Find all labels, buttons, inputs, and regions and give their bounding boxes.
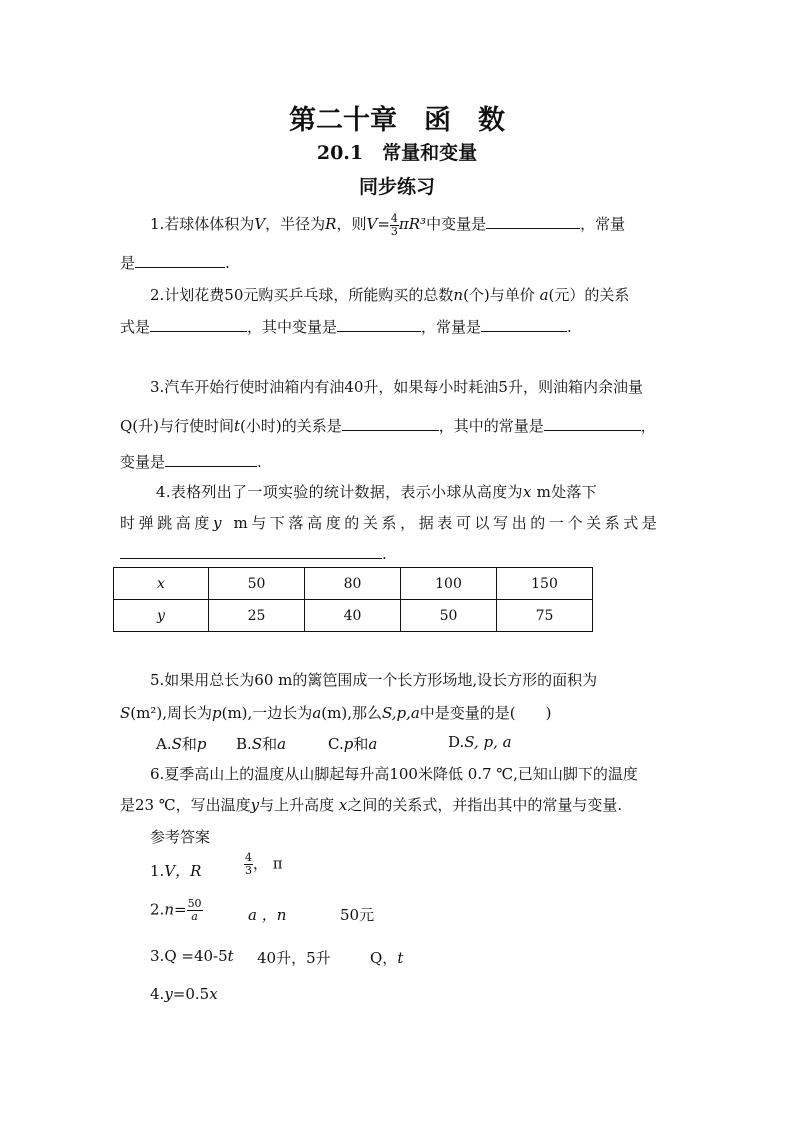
q1-text: 中变量是 <box>426 215 487 233</box>
table-cell: 50 <box>209 568 305 600</box>
q3-line2: Q(升)与行使时间t(小时)的关系是 ，其中的常量是 ， <box>120 414 656 436</box>
fraction: $\frac{4}{3}$ <box>390 211 398 238</box>
q5-option-d[interactable]: D.S, p, a <box>448 733 512 751</box>
var-t: t <box>234 417 241 435</box>
q5-option-c[interactable]: C.p和a <box>328 735 378 753</box>
answer-blank[interactable] <box>337 315 421 332</box>
q5-line2: S(m²),周长为p(m),一边长为a(m),那么S,p,a中是变量的是( ) <box>120 704 552 722</box>
q1-text: ，半径为 <box>265 215 326 233</box>
q4-line1: 4.表格列出了一项实验的统计数据，表示小球从高度为x m处落下 <box>156 483 598 501</box>
fraction: $\frac{4}{3}$ <box>245 851 252 877</box>
subtitle: 同步练习 <box>358 176 435 198</box>
answers-heading: 参考答案 <box>150 828 211 846</box>
answer-blank[interactable] <box>150 315 247 332</box>
var-x: x <box>522 483 532 501</box>
q1-text: ，常量 <box>580 215 626 233</box>
answer-1-const: $\frac{4}{3}$ ， π <box>245 851 283 877</box>
table-row <box>114 568 593 600</box>
q1-text: 1.若球体体积为 <box>150 215 255 233</box>
answer-3-const: 40升，5升 <box>257 949 331 967</box>
q6-line1: 6.夏季高山上的温度从山脚起每升高100米降低 0.7 ℃,已知山脚下的温度 <box>150 765 638 783</box>
q1-text: ，则 <box>336 215 367 233</box>
answer-blank[interactable] <box>165 450 257 467</box>
var-r: R <box>325 215 337 233</box>
answer-1: 1.V，R <box>150 862 202 880</box>
fraction: $\frac{50}{a}$ <box>187 897 202 923</box>
table-cell: 100 <box>401 568 497 600</box>
q5-line1: 5.如果用总长为60 m的篱笆围成一个长方形场地,设长方形的面积为 <box>150 671 598 689</box>
answer-4: 4.y=0.5x <box>150 985 218 1003</box>
table-cell: x <box>114 568 209 600</box>
table-cell: 40 <box>305 600 401 632</box>
q2-line1: 2.计划花费50元购买乒乓球，所能购买的总数n(个)与单价 a(元）的关系 <box>150 286 630 304</box>
answer-blank[interactable] <box>486 212 580 229</box>
answer-3: 3.Q =40-5t <box>150 947 234 965</box>
q6-line2: 是23 ℃，写出温度y与上升高度 x之间的关系式，并指出其中的常量与变量. <box>120 796 623 814</box>
section-title: 20.1 常量和变量 <box>316 142 478 164</box>
table-cell: 80 <box>305 568 401 600</box>
q1-line2: 是 . <box>120 251 230 273</box>
answer-3-vars: Q，t <box>370 949 404 967</box>
answer-blank[interactable] <box>481 315 567 332</box>
answer-2-vars: a ，n <box>248 906 287 924</box>
answer-2: 2.n= $\frac{50}{a}$ <box>150 897 202 923</box>
table-cell: 50 <box>401 600 497 632</box>
q3-line3: 变量是 . <box>120 450 262 472</box>
q3-line1: 3.汽车开始行使时油箱内有油40升，如果每小时耗油5升，则油箱内余油量 <box>150 378 643 396</box>
data-table <box>113 567 593 632</box>
answer-2-const: 50元 <box>340 906 375 924</box>
q1-line1 <box>150 212 625 238</box>
q4-line2: 时弹跳高度y m与下落高度的关系，据表可以写出的一个关系式是 <box>120 514 661 532</box>
formula-v: V <box>366 215 378 233</box>
formula-rest: πR³ <box>398 215 427 233</box>
answer-blank[interactable] <box>342 414 439 431</box>
q2-line2: 式是 ，其中变量是 ，常量是 . <box>120 315 572 337</box>
formula-eq: = <box>377 215 390 233</box>
chapter-title: 第二十章 函 数 <box>289 105 505 136</box>
answer-blank[interactable] <box>544 414 641 431</box>
q5-option-a[interactable]: A.S和p <box>156 735 207 753</box>
table-cell: 75 <box>497 600 593 632</box>
var-y: y <box>213 514 226 532</box>
table-row <box>114 600 593 632</box>
q5-option-b[interactable]: B.S和a <box>236 735 287 753</box>
answer-blank[interactable] <box>135 251 225 268</box>
table-cell: 150 <box>497 568 593 600</box>
var-a: a <box>539 286 549 304</box>
var-v: V <box>254 215 266 233</box>
var-n: n <box>453 286 464 304</box>
answer-blank[interactable] <box>120 542 382 559</box>
table-cell: 25 <box>209 600 305 632</box>
q4-line3: . <box>120 542 387 563</box>
table-cell: y <box>114 600 209 632</box>
